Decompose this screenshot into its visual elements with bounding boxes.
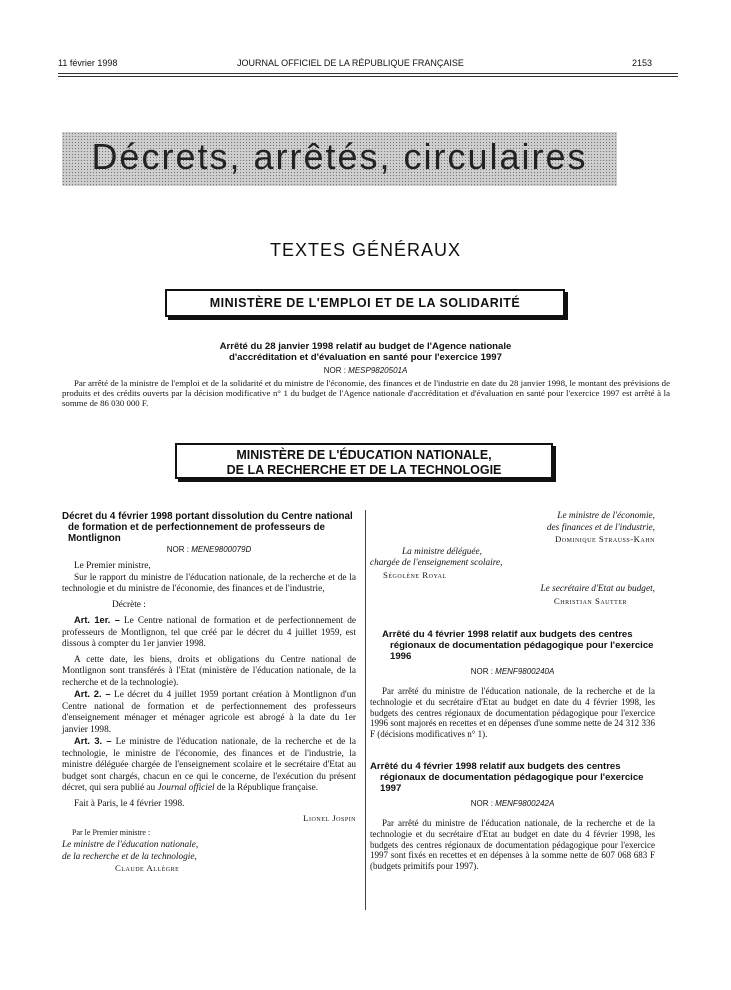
arrete2-paragraph: Par arrêté du ministre de l'éducation nationale, de la recherche et de la technologie et du secrétaire d'Etat au budget en date du 4 février 1998, les budgets des centres régionaux de documentation pédagogique pour l'exercice 1996 sont majorés en recettes et en dépenses d'une somme nette de 24 312 336 F (décisions modificatives n° 1). (370, 686, 655, 740)
decret-art2 (62, 689, 356, 736)
arrete3-paragraph: Par arrêté du ministre de l'éducation nationale, de la recherche et de la technologie et du secrétaire d'Etat au budget en date du 4 février 1998, les budgets des centres régionaux de documentation pédagogique pour l'exercice 1997 sont fixés en recettes et en dépenses à la somme nette de 607 068 683 F (budgets primitifs pour 1997). (370, 817, 655, 872)
nor-code: MESP9820501A (348, 366, 408, 375)
nor-label: NOR : (166, 545, 189, 554)
header-page-number: 2153 (632, 58, 653, 68)
arrete2-body (370, 686, 655, 740)
arrete3-title: Arrêté du 4 février 1998 relatif aux budgets des centres régionaux de documentation pédagogique pour l'exercice 1997 (370, 760, 644, 794)
art3-label: Art. 3. – (74, 736, 112, 746)
secretary-budget: Le secrétaire d'Etat au budget, (540, 584, 655, 594)
nor-label: NOR : (470, 798, 493, 808)
ministry2-line2: DE LA RECHERCHE ET DE LA TECHNOLOGIE (226, 463, 502, 477)
art2-label: Art. 2. – (74, 689, 111, 699)
header-date: 11 février 1998 (58, 58, 118, 68)
decret-p1: Le Premier ministre, (74, 561, 151, 571)
ministry-heading-emploi: MINISTÈRE DE L'EMPLOI ET DE LA SOLIDARITÉ (165, 289, 565, 317)
arrete1-text (62, 378, 670, 409)
nor-code: MENE9800079D (191, 545, 252, 554)
minister-delegate-line1: La ministre déléguée, (402, 546, 482, 557)
section-title: TEXTES GÉNÉRAUX (269, 240, 462, 260)
arrete3-nor (370, 799, 655, 808)
decret-art1 (62, 615, 356, 651)
header-rule-2 (58, 76, 678, 77)
arrete1-title (0, 341, 731, 363)
arrete2-nor (370, 667, 655, 676)
arrete1-title-line2: d'accréditation et d'évaluation en santé pour l'exercice 1997 (229, 352, 502, 363)
minister-education-line1: Le ministre de l'éducation nationale, (62, 840, 199, 850)
nor-label: NOR : (323, 366, 346, 375)
arrete1-nor (0, 366, 731, 375)
decret-art3 (62, 736, 356, 795)
banner-title: Décrets, arrêtés, circulaires (91, 136, 588, 177)
signature-allegre: Claude Allègre (115, 863, 180, 873)
arrete1-title-line1: Arrêté du 28 janvier 1998 relatif au budget de l'Agence nationale (219, 341, 512, 352)
decret-fait: Fait à Paris, le 4 février 1998. (74, 798, 185, 809)
right-column (370, 511, 655, 872)
signature-sautter: Christian Sautter (553, 595, 627, 606)
header-rule (58, 73, 678, 74)
minister-economy-line1: Le ministre de l'économie, (557, 511, 655, 521)
minister-education-line2: de la recherche et de la technologie, (62, 851, 197, 862)
minister-economy-line2: des finances et de l'industrie, (546, 522, 655, 533)
signature-jospin: Lionel Jospin (303, 813, 356, 823)
arrete1-paragraph: Par arrêté de la ministre de l'emploi et de la solidarité et du ministre de l'économie, des finances et de l'industrie en date du 28 janvier 1998, le montant des prévisions de produits et des crédits ouverts par la décision modificative n° 1 du budget de l'Agence nationale d'accréditation et d'évaluation en santé pour l'exercice 1997 est arrêté à la somme de 86 030 000 F. (62, 378, 670, 409)
art3-text-b: de la République française. (216, 783, 319, 793)
signature-strauss-kahn: Dominique Strauss-Kahn (554, 534, 655, 544)
nor-code: MENF9800242A (495, 798, 555, 808)
ministry2-line1: MINISTÈRE DE L'ÉDUCATION NATIONALE, (236, 448, 492, 462)
header-title: JOURNAL OFFICIEL DE LA RÉPUBLIQUE FRANÇAISE (237, 58, 464, 68)
column-divider (365, 510, 366, 910)
art1-text: Le Centre national de formation et de perfectionnement de professeurs de Montlignon, tel que créé par le décret du 4 juillet 1959, est dissous à compter du 1er janvier 1998. (62, 616, 356, 649)
signature-royal: Ségolène Royal (383, 569, 447, 580)
arrete2-title: Arrêté du 4 février 1998 relatif aux budgets des centres régionaux de documentation pédagogique pour l'exercice 1996 (382, 629, 654, 662)
nor-label: NOR : (470, 667, 493, 676)
decret-nor (62, 545, 356, 554)
category-banner (62, 132, 617, 186)
art3-journal: Journal officiel (157, 783, 215, 793)
art3-text-a: Le ministre de l'éducation nationale, de la recherche et de la technologie, le ministre de l'économie, des finances et de l'industrie, la ministre déléguée chargée de l'enseignement scolaire et le secrétaire d'Etat au budget sont chargés, chacun en ce qui le concerne, de l'exécution du présent décret, qui sera publié au (62, 737, 356, 793)
arrete3-body (370, 818, 655, 872)
decret-title: Décret du 4 février 1998 portant dissolution du Centre national de formation et de perfectionnement de professeurs de Montlignon (62, 511, 353, 544)
decret-p2: Sur le rapport du ministre de l'éducation nationale, de la recherche et de la technologie et du ministre de l'économie, des finances et de l'industrie, (62, 572, 356, 594)
decret-decrete: Décrète : (112, 599, 146, 610)
ministry-heading-education (175, 443, 553, 479)
nor-code: MENF9800240A (495, 667, 555, 676)
minister-delegate-line2: chargée de l'enseignement scolaire, (370, 558, 503, 568)
art2-text: Le décret du 4 juillet 1959 portant création à Montlignon d'un Centre national de formation et de perfectionnement des professeurs d'enseignement ménager et ménager agricole est abrogé à la date du 1er janvier 1998. (62, 690, 356, 735)
decret-body (62, 561, 356, 810)
decret-column (62, 511, 356, 875)
art1-label: Art. 1er. – (74, 615, 120, 625)
decret-p-after: A cette date, les biens, droits et obligations du Centre national de Montlignon sont transférés à l'Etat (ministère de l'éducation nationale, de la recherche et de la technologie). (62, 654, 356, 688)
par-le-premier-ministre: Par le Premier ministre : (72, 827, 151, 837)
